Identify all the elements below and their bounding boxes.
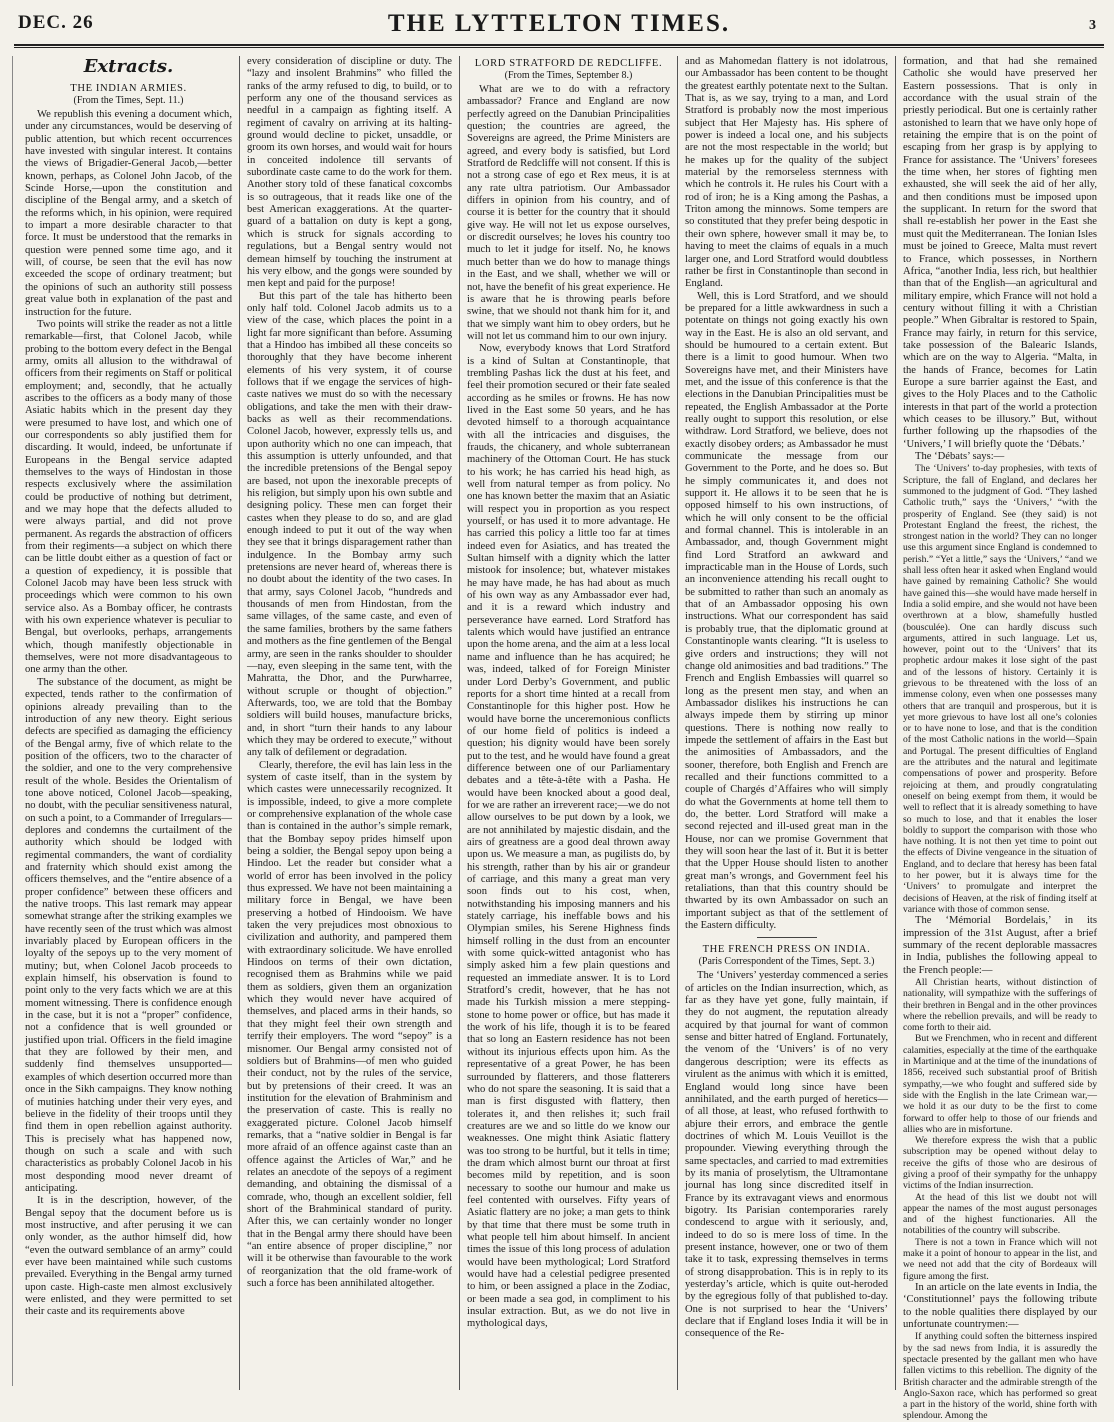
newspaper-title: THE LYTTELTON TIMES. — [387, 10, 731, 37]
paragraph: Clearly, therefore, the evil has lain less in the system of caste itself, than in the system by which castes were unnecessarily recognized. It is impossible, indeed, to give a more complete or comprehensive explanation of the whole case than is contained in the author’s simple remark, that the Bombay sepoy prides himself upon being a soldier, the Bengal sepoy upon being a Hindoo. Let the reader but consider what a world of error has been involved in the policy thus expressed. We have not been maintaining a military force in Bengal, we have been preserving a hotbed of Hindooism. We have taken the very prejudices most obnoxious to civilization and authority, and pampered them with extraordinary solicitude. We have enrolled Hindoos on terms of their own dictation, recognised them as Brahmins while we paid them as soldiers, given them an organization which they would never have acquired of themselves, and placed arms in their hands, so that they might feel their own strength and terrify their employers. The word “sepoy” is a misnomer. Our Bengal army consisted not of soldiers but of Brahmins—of men who guided their conduct, not by the rules of the service, but by pretensions of their creed. It was an institution for the elevation of Brahminism and the preservation of caste. This is really no exaggerated picture. Colonel Jacob himself remarks, that a “native soldier in Bengal is far more afraid of an offence against caste than an offence against the Articles of War,” and he relates an anecdote of the sepoys of a regiment demanding, and obtaining the dismissal of a comrade, who, though an excellent soldier, fell short of the Brahminical standard of purity. After this, we can certainly wonder no longer that in the Bengal army there should have been “an entire absence of proper discipline,” nor will it be otherwise than favourable to the work of reorganization that the old frame-work of such a force has been annihilated altogether. — [247, 759, 452, 1290]
masthead — [14, 4, 1104, 50]
newspaper-columns — [18, 56, 1104, 1422]
paragraph: Two points will strike the reader as not a little remarkable—first, that Colonel Jacob, while probing to the bottom every defect in the Bengal army, omits all allusion to the withdrawal of officers from their regiments on Staff or political employment; and, secondly, that he actually ascribes to the officers as a body many of those Asiatic habits which in the present day they were presumed to have lost, and which one of our correspondents so ably justified them for discarding. It would, indeed, be unfortunate if Europeans in the Bengal service adapted themselves to the ways of Hindostan in those respects exclusively where the assimilation could be productive of nothing but detriment, and we may hope that the defects alluded to were always partial, and did not prove permanent. As regards the abstraction of officers from their regiments—a subject on which there can be little doubt either as a question of fact or a question of expediency, it is possible that Colonel Jacob may have been less struck with proceedings which were common to his own service also. As a Bombay officer, he contrasts with his own experience whatever is peculiar to Bengal, but overlooks, perhaps, arrangements which, though manifestly objectionable in themselves, were not more disadvantageous to one army than the other. — [25, 318, 233, 676]
paragraph: It is in the description, however, of the Bengal sepoy that the document before us is most instructive, and after perusing it we can only wonder, as the author himself did, how “even the outward semblance of an army” could ever have been maintained while such customs prevailed. Everything in the Bengal army turned upon caste. High-caste men almost exclusively were enlisted, and they were permitted to set their caste and its requirements above — [25, 1195, 232, 1318]
article-source: (Paris Correspondent of the Times, Sept. 3.) — [698, 956, 875, 968]
paragraph: We republish this evening a document which, under any circumstances, would be deserving of public attention, but which recent occurrences have invested with singular interest. It contains the views of Brigadier-General Jacob,—better known, perhaps, as Colonel John Jacob, of the Scinde Horse,—upon the constitution and discipline of the Bengal army, and a sketch of the reforms which, in his opinion, were required to impart a more desirable character to that force. It must be understood that the remarks in question were penned some time ago, and it will, of course, be seen that the evil has now exceeded the scope of ordinary treatment; but the opinions of such an authority still possess great value both in explanation of the past and instruction for the future. — [25, 109, 232, 318]
paragraph: The ‘Univers’ yesterday commenced a series of articles on the Indian insurrection, which, as far as they have yet gone, fully maintain, if they do not augment, the reputation already acquired by that journal for want of common sense and bitter hatred of England. Fortunately, the venom of the ‘Univers’ is of no very dangerous description; were its effects as virulent as the animus with which it is emitted, England would long since have been annihilated, and the earth purged of heretics—of all those, at least, who refused forthwith to abjure their errors, and embrace the gentle doctrines of which M. Louis Veuillot is the propounder. Viewing everything through the same spectacles, and carried to mad extremities by its mania of proselytism, the Ultramontane journal has long since discredited itself in France by its extravagant views and enormous bigotry. Its Parisian contemporaries rarely condescend to argue with it seriously, and, indeed to do so is mere loss of time. In the present instance, however, one or two of them take it to task, expressing themselves in terms of strong disapprobation. This is in reply to its yesterday’s article, which is quite out-heroded by the egregious folly of that published to-day. One is not surprised to hear the ‘Univers’ declare that if England loses India it will be in consequence of the Re- — [685, 970, 888, 1340]
paragraph: The ‘Mémorial Bordelais,’ in its impression of the 31st August, after a brief summary of the recent deplorable massacres in India, publishes the following appeal to the French people:— — [903, 915, 1097, 976]
quoted-paragraph: The ‘Univers’ to-day prophesies, with texts of Scripture, the fall of England, and declares her summoned to the judgment of God. “They lashed Catholic truth,” says the ‘Univers,’ “with the prosperity of England. See (they said) is not Protestant England the freest, the richest, the strongest nation in the world? They can no longer use this argument since England is condemned to perish.” “Yet a little,” says the ‘Univers,’ “and we shall less often hear it asked when England would have gained by remaining Catholic? She would have gained this—she would have made herself in India a solid empire, and she would not have been overthrown at a blow, shamefully hustled (bousculée). One can hardly discuss such arguments, attired in such language. Let us, however, point out to the ‘Univers’ that its prophetic ardour makes it lose sight of the past and of the lessons of history. Certainly it is grievous to be threatened with the loss of an immense colony, even when one possesses many others that are tranquil and prosperous, but it is yet more grievous to have lost all one’s colonies or to have none to lose, and that is the condition of the most Catholic nations in the world—Spain and Portugal. The present difficulties of England are the attributes and the natural and legitimate compensations of power and prosperity. Before rejoicing at them, and proudly congratulating oneself on being exempt from them, it would be well to reflect that it is already something to have so much to lose, and that it enables the loser boldly to support the comparison with those who have nothing. It is not then yet time to point out the effects of Divine vengeance in the situation of England, and to declare that heresy has been fatal to her power, but it is always time for the ‘Univers’ to promulgate and interpret the decisions of Heaven, at the risk of finding itself at variance with those of common sense. — [903, 463, 1097, 915]
page-margin-rule — [12, 56, 13, 1386]
column-4 — [678, 56, 896, 1390]
paragraph: Now, everybody knows that Lord Stratford is a kind of Sultan at Constantinople, that trembling Pashas lick the dust at his feet, and feel their promotion secured or their fate sealed according as he smiles or frowns. He has now lived in the East some 50 years, and he has devoted himself to a thorough acquaintance with all the intricacies and disguises, the frauds, the chicanery, and whole subterranean machinery of the Ottoman Court. He has stuck to his work; he has carried his head high, as well from natural temper as from policy. No one has known better the maxim that an Asiatic will respect you in proportion as you respect yourself, or has used it to more advantage. He has carried this policy a little too far at times indeed even for Asiatics, and has treated the Sultan himself with a dignity which the latter mistook for insolence; but, whatever mistakes he may have made, he has had about as much of his own way as any Ambassador ever had, and it is a reward which industry and perseverance have earned. Lord Stratford has talents which would have justified an entrance upon the home arena, and the aim at a less local name and influence than he has acquired; he was, indeed, talked of for Foreign Minister under Lord Derby’s Government, and public reports for a short time hinted at a recall from Constantinople for this higher post. How he would have borne the unceremonious conflicts of our home field of politics is indeed a question; his dignity would have been sorely put to the test, and he would have found a great difference between one of our Parliamentary debates and a tête-à-tête with a Pasha. He would have been knocked about a good deal, for we are rather an irreverent race;—we do not allow ourselves to be put down by a look, we are not annihilated by majestic disdain, and the airs of greatness are a good deal thrown away upon us. We measure a man, as pugilists do, by his strength, rather than by his air or grandeur of carriage, and this many a great man very soon finds out to his cost, when, notwithstanding his imposing manners and his stately carriage, his ineffable bows and his Olympian smiles, his Serene Highness finds himself rolling in the dust from an encounter with some quick-witted antagonist who has simply asked him a few plain questions and requested an immediate answer. It is to Lord Stratford’s credit, however, that he has not made his Turkish mission a mere stepping-stone to home power or office, but has made it the work of his life, though it is to be feared that so long an Eastern residence has not been without its injurious effects upon him. As the representative of a great Power, he has been surrounded by flatterers, and those flatterers who do not spare the seasoning. It is said that a man is first disgusted with flattery, then tolerates it, and then relishes it; such frail creatures are we and so little do we know our weaknesses. One might think Asiatic flattery was too strong to be hurtful, but it tells in time; the dram which almost burnt our throat at first becomes mild by repetition, and is soon necessary to soothe our humour and make us feel contented with ourselves. Fifty years of Asiatic flattery are no joke; a man gets to think by that time that there must be some truth in what people tell him about himself. In ancient times the issue of this long process of adulation would have been mythological; Lord Stratford would have had a celestial pedigree presented to him, or been assigned a place in the Zodiac, or been made a sea god, in compliment to his insular extraction. But, as we do not live in mythological days, — [467, 343, 670, 1330]
issue-date: DEC. 26 — [18, 12, 94, 33]
paragraph: The substance of the document, as might be expected, tends rather to the confirmation of opinions already prevailing than to the introduction of any new theory. Eight serious defects are specified as damaging the efficiency of the Bengal army, five of which relate to the position of the officers, two to the character of the soldier, and one to the very comprehensive result of the whole. Besides the Orientalism of tone above noticed, Colonel Jacob—speaking, no doubt, with the peculiar sensitiveness natural, on such a point, to a Commander of Irregulars—deplores and condemns the curtailment of the authority which should be lodged with regimental commanders, the want of cordiality and fraternity which should exist among the officers themselves, and the “entire absence of a proper confidence” between these officers and the native troops. This last remark may appear somewhat strange after the striking examples we have recently seen of the trust which was almost invariably placed by European officers in the loyalty of the sepoys up to the very moment of mutiny; but, when Colonel Jacob proceeds to explain himself, his observation is found to point only to the very facts which we are at this moment witnessing. There is confidence enough in the case, but it is not a “proper” confidence, not a confidence that is well grounded or justified upon trial. Officers in the field imagine that they are followed by their men, and suddenly find themselves unsupported—examples of which desertion occurred more than once in the Sikh campaigns. They know nothing of mutinies hatching under their very eyes, and believe in the fidelity of their troops until they find them in open rebellion against authority. This is precisely what has happened now, though on such a scale and with such characteristics as probably Colonel Jacob in his most desponding mood never dreamt of anticipating. — [25, 676, 232, 1194]
article-source: (From the Times, Sept. 11.) — [73, 95, 184, 106]
paragraph: formation, and that had she remained Catholic she would have preserved her Eastern possessions. That is only in accordance with the usual strain of the priestly periodical. But one is certainly rather astonished to learn that we have only hope of retaining the empire that is on the point of escaping from her grasp is by applying to France for assistance. The ‘Univers’ foresees the time when, her stores of fighting men exhausted, she will seek the aid of her ally, and then conditions must be imposed upon the supplicant. In return for the sword that shall re-establish her power in the East she must quit the Mediterranean. The Ionian Isles must be joined to Greece, Malta must revert to France, which possesses, in Northern Africa, “another India, less rich, but healthier than that of the English—an agricultural and military empire, which France will not hold a century without filling it with a Christian people.” When Gibraltar is restored to Spain, France may fairly, in return for this service, take possession of the Balearic Islands, which are on the way to Algeria. “Malta, in the hands of France, becomes for Latin Europe a sure barrier against the East, and gives to the Holy Places and to the Catholic interests in that part of the world a protection which ceases to be illusory.” But, without further following up the rhapsodies of the ‘Univers,’ I will briefly quote the ‘Débats.’ — [903, 56, 1097, 450]
article-title-french-press: THE FRENCH PRESS ON INDIA. — [702, 944, 871, 956]
paragraph: every consideration of discipline or duty. The “lazy and insolent Brahmins” who filled the ranks of the army refused to dig, to build, or to perform any one of the thousand services as needful in a campaign as fighting itself. A regiment of cavalry on arriving at its halting-ground would decline to picket, unsaddle, or groom its own horses, and would wait for hours in conceited indolence till servants of subordinate caste came to do the work for them. Another story told of these fanatical coxcombs is so outrageous, that it reads like one of the best American exaggerations. At the quarter-guard of a battalion on duty is kept a gong, which is struck for signals according to regulations, but a Bengal sentry would not demean himself by touching the instrument at his very elbow, and the gongs were sounded by men kept and paid for the purpose! — [247, 56, 452, 290]
paragraph: What are we to do with a refractory ambassador? France and England are now perfectly agreed on the Danubian Principalities question; the countries are agreed, the Sovereigns are agreed, the Prime Ministers are agreed, and every body is satisfied, but Lord Stratford de Redcliffe will not consent. If this is not a strong case of ego et Rex meus, it is at any rate ultra patriotism. Our Ambassador differs in opinion from his country, and of course it is better for the country that it should give way. He will not let us expose ourselves, or discredit ourselves; he loves his country too much to let it judge for itself. No, he knows much better than we do how to manage things in the East, and we shall, whether we will or not, have the benefit of his great experience. He is aware that he is throwing pearls before swine, that we should not thank him for it, and that we simply want him to obey orders, but he will not let us command him to our own injury. — [467, 84, 670, 342]
column-5 — [896, 56, 1104, 1422]
paragraph: and as Mahomedan flattery is not idolatrous, our Ambassador has been content to be thought the greatest earthly potentate next to the Sultan. That is, as we say, trying to a man, and Lord Stratford is probably now the most imperious subject that Her Majesty has. His sphere of power is indeed a local one, and his subjects are not the most respectable in the world; but he makes up for the quality of the subject material by the remorseless sternness with which he controls it. He rules his Court with a rod of iron; he is a King among the Pashas, a Triton among the minnows. Some tempers are so constituted that they prefer being despotic in their own sphere, however small it may be, to having to meet the claims of equals in a much larger one, and Lord Stratford would doubtless rather be first in Constantinople than second in England. — [685, 56, 888, 290]
paragraph: Well, this is Lord Stratford, and we should be prepared for a little awkwardness in such a potentate on things not going exactly his own way in the East. He is also an old servant, and should be humoured to a certain extent. But there is a limit to good humour. When two Sovereigns have met, and their Ministers have met, and the issue of this conference is that the elections in the Danubian Principalities must be repeated, the English Ambassador at the Porte really ought to support this resolution, or else withdraw. Lord Stratford, we believe, does not exactly disobey orders; as Ambassador he must communicate the message from our Government to the Porte, and he does so. But he simply communicates it, and does not support it. He allows it to be seen that he is opposed himself to his own instructions, of which he will only consent to be the official and formal channel. This is intolerable in an Ambassador, and, though Government might find Lord Stratford an awkward and impracticable man in the House of Lords, such an inconvenience attending his recall ought to be submitted to rather than such an anomaly as that of an Ambassador opposing his own instructions. What our correspondent has said is probably true, that the diplomatic ground at Constantinople wants clearing. “It is useless to give orders and instructions; they will not change old animosities and bad traditions.” The French and English Embassies will quarrel so long as the present men stay, and when an Ambassador dislikes his instructions he can always impede them by stirring up minor questions. There is nothing now really to impede the settlement of affairs in the East but the animosities of Ambassadors, and the sooner, therefore, both English and French are recalled and their functions committed to a couple of Chargés d’Affaires who will simply do what the Governments at home tell them to do, the better. Lord Stratford will make a second rejected and ill-used great man in the House, nor can we promise Government that they will soon hear the last of it. But it is better that the Upper House should listen to another great man’s wrongs, and Government feel his retaliations, than that this country should be thwarted by its own Ambassador on such an important subject as that of the settlement of the Eastern difficulty. — [685, 290, 888, 932]
quoted-paragraph: All Christian hearts, without distinction of nationality, will sympathize with the sufferings of their brethren in Bengal and in the other provinces where the rebellion prevails, and will be ready to come forth to their aid. — [903, 976, 1097, 1034]
masthead-rule — [14, 44, 1104, 48]
quoted-paragraph: There is not a town in France which will not make it a point of honour to appear in the list, and we need not add that the city of Bordeaux will figure among the first. — [903, 1236, 1097, 1282]
quoted-paragraph: At the head of this list we doubt not will appear the names of the most august personages and of the highest functionaries. All the notabilities of the country will subscribe. — [903, 1191, 1097, 1237]
quoted-paragraph: We therefore express the wish that a public subscription may be opened without delay to receive the gifts of those who are desirous of giving a proof of their sympathy for the unhappy victims of the Indian insurrection. — [903, 1135, 1097, 1192]
paragraph: The ‘Débats’ says:— — [915, 451, 1005, 462]
quoted-paragraph: But we Frenchmen, who in recent and different calamities, especially at the time of the earthquake in Martinique and at the time of the inundations of 1856, received such substantial proof of British sympathy,—we who fought and suffered side by side with the English in the late Crimean war,—we hold it as our duty to be the first to come forward to offer help to those of our friends and allies who are in misfortune. — [903, 1033, 1097, 1135]
article-title-lord-stratford: LORD STRATFORD DE REDCLIFFE. — [474, 58, 663, 69]
column-2 — [240, 56, 460, 1390]
quoted-paragraph: If anything could soften the bitterness inspired by the sad news from India, it is assuredly the spectacle presented by the gallant men who have fallen victims to this rebellion. The dignity of the British character and the admirable strength of the Anglo-Saxon race, which has performed so great a part in the history of the world, shine forth with splendour. Among the — [903, 1331, 1097, 1422]
paragraph: In an article on the late events in India, the ‘Constitutionnel’ pays the following tribute to the noble qualities there displayed by our unfortunate countrymen:— — [903, 1281, 1097, 1330]
article-title-indian-armies: THE INDIAN ARMIES. — [70, 83, 187, 94]
section-title: Extracts. — [83, 56, 174, 77]
article-divider — [757, 937, 817, 938]
page-number: 3 — [1089, 18, 1096, 33]
column-3 — [460, 56, 678, 1390]
paragraph: But this part of the tale has hitherto been only half told. Colonel Jacob admits us to a view of the case, which places the point in a light far more significant than before. Assuming that a Hindoo has imbibed all these conceits so thoroughly that they have become inherent elements of his very system, it of course follows that if we engage the services of high-caste natives we must do so with the necessary obligations, and take the men with their draw-backs as well as their recommendations. Colonel Jacob, however, expressly tells us, and upon authority which no one can impeach, that this assumption is utterly unfounded, and that the incredible pretensions of the Bengal sepoy are based, not upon the inexorable precepts of his religion, but simply upon his own subtle and designing policy. These men can forget their castes when they please to do so, and are glad enough indeed to put it out of the way when they see that it brings disparagement rather than indulgence. In the Bombay army such pretensions are never heard of, whereas there is no doubt about the identity of the two cases. In that army, says Colonel Jacob, “hundreds and thousands of men from Hindostan, from the same villages, of the same caste, and even of the same families, brothers by the same fathers and mothers as the fine gentlemen of the Bengal army, are seen in the ranks shoulder to shoulder—nay, even sleeping in the same tent, with the Mahratta, the Dhor, and the Purwharree, without scruple or thought of objection.” Afterwards, too, we are told that the Bombay soldiers will build houses, manufacture bricks, and, in short “turn their hands to any labour which they may be ordered to execute,” without any talk of defilement or degradation. — [247, 290, 452, 759]
article-source: (From the Times, September 8.) — [504, 70, 633, 81]
column-1 — [18, 56, 240, 1390]
